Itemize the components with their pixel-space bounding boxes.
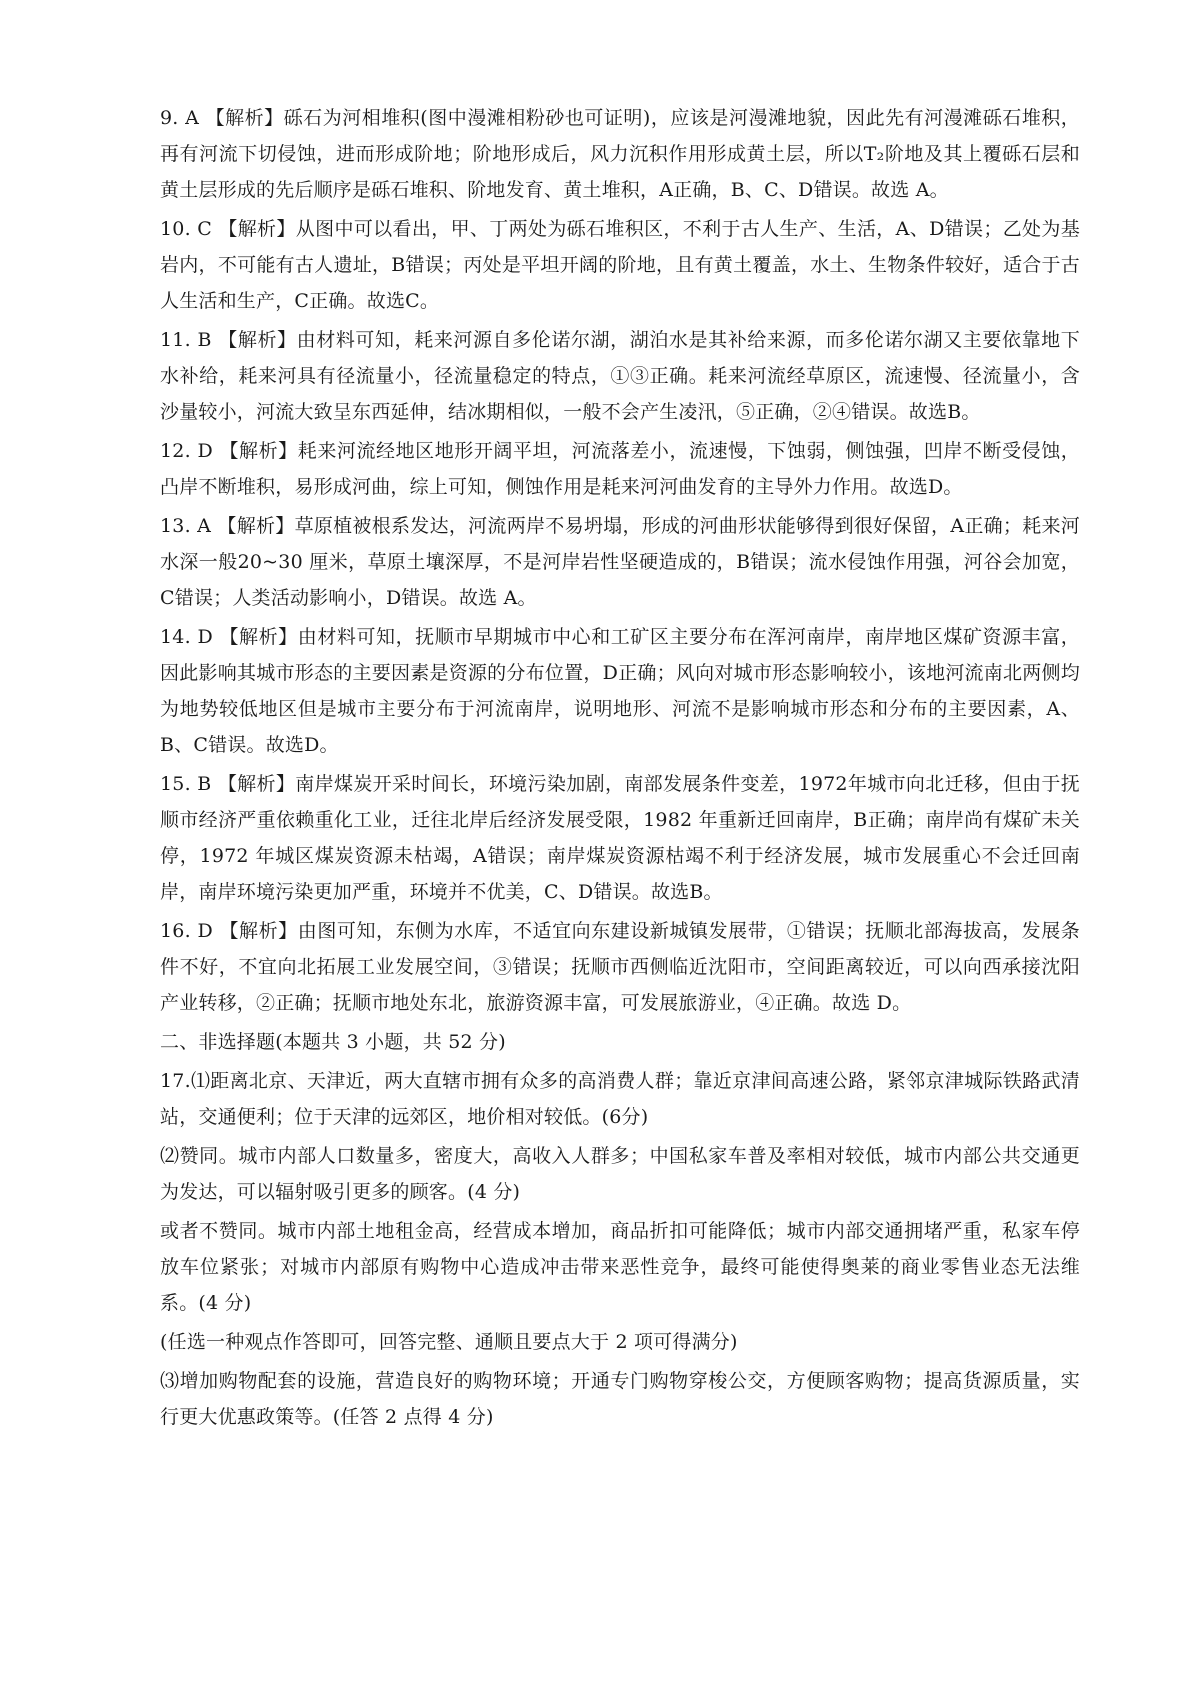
answer-9 bbox=[160, 100, 1080, 208]
answer-12 bbox=[160, 433, 1080, 505]
answer-choice: A bbox=[197, 515, 212, 537]
answer-choice: C bbox=[197, 218, 212, 240]
answer-choice: B bbox=[197, 773, 212, 795]
q17-scoring-note: (任选一种观点作答即可，回答完整、通顺且要点大于 2 项可得满分) bbox=[160, 1331, 738, 1353]
answer-sheet bbox=[160, 100, 1080, 1435]
q17-part3: ⑶增加购物配套的设施，营造良好的购物环境；开通专门购物穿梭公交，方便顾客购物；提高货源质量，实行更大优惠政策等。(任答 2 点得 4 分) bbox=[160, 1370, 1080, 1428]
analysis-text: 草原植被根系发达，河流两岸不易坍塌，形成的河曲形状能够得到很好保留，A正确；耗来河水深一般20~30 厘米，草原土壤深厚，不是河岸岩性坚硬造成的，B错误；流水侵蚀作用强，河谷会加宽，C错误；人类活动影响小，D错误。故选 A。 bbox=[160, 515, 1080, 609]
question-number: 10. bbox=[160, 218, 191, 240]
question-number: 16. bbox=[160, 920, 191, 942]
answer-choice: D bbox=[197, 440, 213, 462]
analysis-tag: 【解析】 bbox=[219, 920, 298, 942]
answer-15 bbox=[160, 766, 1080, 910]
analysis-text: 耗来河流经地区地形开阔平坦，河流落差小，流速慢，下蚀弱，侧蚀强，凹岸不断受侵蚀，凸岸不断堆积，易形成河曲，综上可知，侧蚀作用是耗来河河曲发育的主导外力作用。故选D。 bbox=[160, 440, 1080, 498]
analysis-tag: 【解析】 bbox=[217, 773, 296, 795]
answer-10 bbox=[160, 211, 1080, 319]
analysis-text: 砾石为河相堆积(图中漫滩相粉砂也可证明)，应该是河漫滩地貌，因此先有河漫滩砾石堆积，再有河流下切侵蚀，进而形成阶地；阶地形成后，风力沉积作用形成黄土层，所以T₂阶地及其上覆砾石层和黄土层形成的先后顺序是砾石堆积、阶地发育、黄土堆积，A正确，B、C、D错误。故选 A。 bbox=[160, 107, 1080, 201]
question-number: 12. bbox=[160, 440, 191, 462]
question-number: 11. bbox=[160, 329, 191, 351]
answer-14 bbox=[160, 619, 1080, 763]
answer-choice: D bbox=[197, 920, 213, 942]
q17-part2: ⑵赞同。城市内部人口数量多，密度大，高收入人群多；中国私家车普及率相对较低，城市内部公共交通更为发达，可以辐射吸引更多的顾客。(4 分) bbox=[160, 1145, 1080, 1203]
analysis-tag: 【解析】 bbox=[218, 329, 297, 351]
section-heading: 二、非选择题(本题共 3 小题，共 52 分) bbox=[160, 1031, 506, 1053]
analysis-text: 由材料可知，耗来河源自多伦诺尔湖，湖泊水是其补给来源，而多伦诺尔湖又主要依靠地下水补给，耗来河具有径流量小，径流量稳定的特点，①③正确。耗来河流经草原区，流速慢、径流量小，含沙量较小，河流大致呈东西延伸，结冰期相似，一般不会产生凌汛，⑤正确，②④错误。故选B。 bbox=[160, 329, 1080, 423]
answer-choice: B bbox=[197, 329, 212, 351]
answer-16 bbox=[160, 913, 1080, 1021]
analysis-tag: 【解析】 bbox=[218, 218, 296, 240]
question-number: 13. bbox=[160, 515, 191, 537]
answer-13 bbox=[160, 508, 1080, 616]
analysis-tag: 【解析】 bbox=[205, 107, 284, 129]
analysis-tag: 【解析】 bbox=[219, 626, 298, 648]
question-number: 14. bbox=[160, 626, 191, 648]
q17-part1: 17.⑴距离北京、天津近，两大直辖市拥有众多的高消费人群；靠近京津间高速公路，紧邻京津城际铁路武清站，交通便利；位于天津的远郊区，地价相对较低。(6分) bbox=[160, 1070, 1080, 1128]
analysis-tag: 【解析】 bbox=[219, 440, 298, 462]
analysis-text: 南岸煤炭开采时间长，环境污染加剧，南部发展条件变差，1972年城市向北迁移，但由于抚顺市经济严重依赖重化工业，迁往北岸后经济发展受限，1982 年重新迁回南岸，B正确；南岸尚有煤矿未关停，1972 年城区煤炭资源未枯竭，A错误；南岸煤炭资源枯竭不利于经济发展，城市发展重心不会迁回南岸，南岸环境污染更加严重，环境并不优美，C、D错误。故选B。 bbox=[160, 773, 1080, 903]
q17-part2-alt: 或者不赞同。城市内部土地租金高，经营成本增加，商品折扣可能降低；城市内部交通拥堵严重，私家车停放车位紧张；对城市内部原有购物中心造成冲击带来恶性竞争，最终可能使得奥莱的商业零售业态无法维系。(4 分) bbox=[160, 1220, 1080, 1314]
answer-choice: D bbox=[197, 626, 213, 648]
question-number: 9. bbox=[160, 107, 179, 129]
analysis-text: 由材料可知，抚顺市早期城市中心和工矿区主要分布在浑河南岸，南岸地区煤矿资源丰富，因此影响其城市形态的主要因素是资源的分布位置，D正确；风向对城市形态影响较小，该地河流南北两侧均为地势较低地区但是城市主要分布于河流南岸，说明地形、河流不是影响城市形态和分布的主要因素，A、B、C错误。故选D。 bbox=[160, 626, 1080, 756]
analysis-text: 由图可知，东侧为水库，不适宜向东建设新城镇发展带，①错误；抚顺北部海拔高，发展条件不好，不宜向北拓展工业发展空间，③错误；抚顺市西侧临近沈阳市，空间距离较近，可以向西承接沈阳产业转移，②正确；抚顺市地处东北，旅游资源丰富，可发展旅游业，④正确。故选 D。 bbox=[160, 920, 1080, 1014]
question-number: 15. bbox=[160, 773, 191, 795]
analysis-text: 从图中可以看出，甲、丁两处为砾石堆积区，不利于古人生产、生活，A、D错误；乙处为基岩内，不可能有古人遗址，B错误；丙处是平坦开阔的阶地，且有黄土覆盖，水土、生物条件较好，适合于古人生活和生产，C正确。故选C。 bbox=[160, 218, 1080, 312]
answer-choice: A bbox=[185, 107, 200, 129]
analysis-tag: 【解析】 bbox=[217, 515, 295, 537]
answer-11 bbox=[160, 322, 1080, 430]
